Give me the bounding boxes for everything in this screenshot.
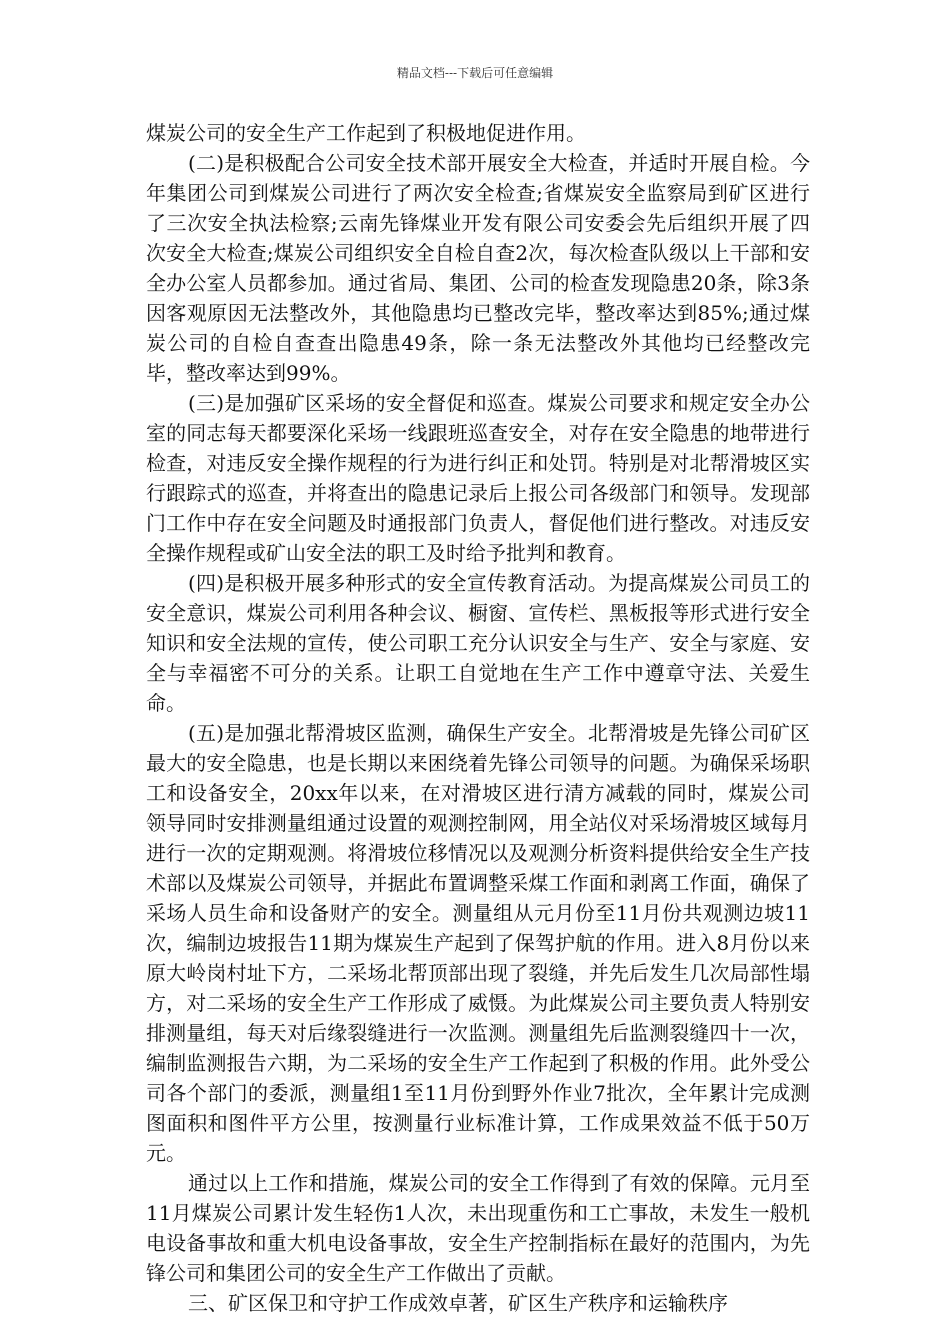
paragraph-section-4: (四)是积极开展多种形式的安全宣传教育活动。为提高煤炭公司员工的安全意识，煤炭公司利用各种会议、橱窗、宣传栏、黑板报等形式进行安全知识和安全法规的宣传，使公司职工充分认识安全与生产、安全与家庭、安全与幸福密不可分的关系。让职工自觉地在生产工作中遵章守法、关爱生命。 [146,571,810,715]
paragraph-heading-3: 三、矿区保卫和守护工作成效卓著，矿区生产秩序和运输秩序 [188,1291,728,1315]
paragraph-section-3: (三)是加强矿区采场的安全督促和巡查。煤炭公司要求和规定安全办公室的同志每天都要深化采场一线跟班巡查安全，对存在安全隐患的地带进行检查，对违反安全操作规程的行为进行纠正和处罚。特别是对北帮滑坡区实行跟踪式的巡查，并将查出的隐患记录后上报公司各级部门和领导。发现部门工作中存在安全问题及时通报部门负责人，督促他们进行整改。对违反安全操作规程或矿山安全法的职工及时给予批判和教育。 [146,391,810,565]
page-header: 精品文档---下载后可任意编辑 [396,66,554,80]
document-body [146,118,810,1318]
paragraph-section-2: (二)是积极配合公司安全技术部开展安全大检查，并适时开展自检。今年集团公司到煤炭公司进行了两次安全检查;省煤炭安全监察局到矿区进行了三次安全执法检察;云南先锋煤业开发有限公司安委会先后组织开展了四次安全大检查;煤炭公司组织安全自检自查2次，每次检查队级以上干部和安全办公室人员都参加。通过省局、集团、公司的检查发现隐患20条，除3条因客观原因无法整改外，其他隐患均已整改完毕，整改率达到85%;通过煤炭公司的自检自查查出隐患49条，除一条无法整改外其他均已经整改完毕，整改率达到99%。 [146,151,810,385]
paragraph-intro: 煤炭公司的安全生产工作起到了积极地促进作用。 [146,121,586,145]
paragraph-section-5: (五)是加强北帮滑坡区监测，确保生产安全。北帮滑坡是先锋公司矿区最大的安全隐患，也是长期以来困绕着先锋公司领导的问题。为确保采场职工和设备安全，20xx年以来，在对滑坡区进行清方减载的同时，煤炭公司领导同时安排测量组通过设置的观测控制网，用全站仪对采场滑坡区域每月进行一次的定期观测。将滑坡位移情况以及观测分析资料提供给安全生产技术部以及煤炭公司领导，并据此布置调整采煤工作面和剥离工作面，确保了采场人员生命和设备财产的安全。测量组从元月份至11月份共观测边坡11次，编制边坡报告11期为煤炭生产起到了保驾护航的作用。进入8月份以来原大岭岗村址下方，二采场北帮顶部出现了裂缝，并先后发生几次局部性塌方，对二采场的安全生产工作形成了威慑。为此煤炭公司主要负责人特别安排测量组，每天对后缘裂缝进行一次监测。测量组先后监测裂缝四十一次，编制监测报告六期，为二采场的安全生产工作起到了积极的作用。此外受公司各个部门的委派，测量组1至11月份到野外作业7批次，全年累计完成测图面积和图件平方公里，按测量行业标准计算，工作成果效益不低于50万元。 [146,721,810,1165]
paragraph-summary: 通过以上工作和措施，煤炭公司的安全工作得到了有效的保障。元月至11月煤炭公司累计发生轻伤1人次，未出现重伤和工亡事故，未发生一般机电设备事故和重大机电设备事故，安全生产控制指标在最好的范围内，为先锋公司和集团公司的安全生产工作做出了贡献。 [146,1171,810,1285]
